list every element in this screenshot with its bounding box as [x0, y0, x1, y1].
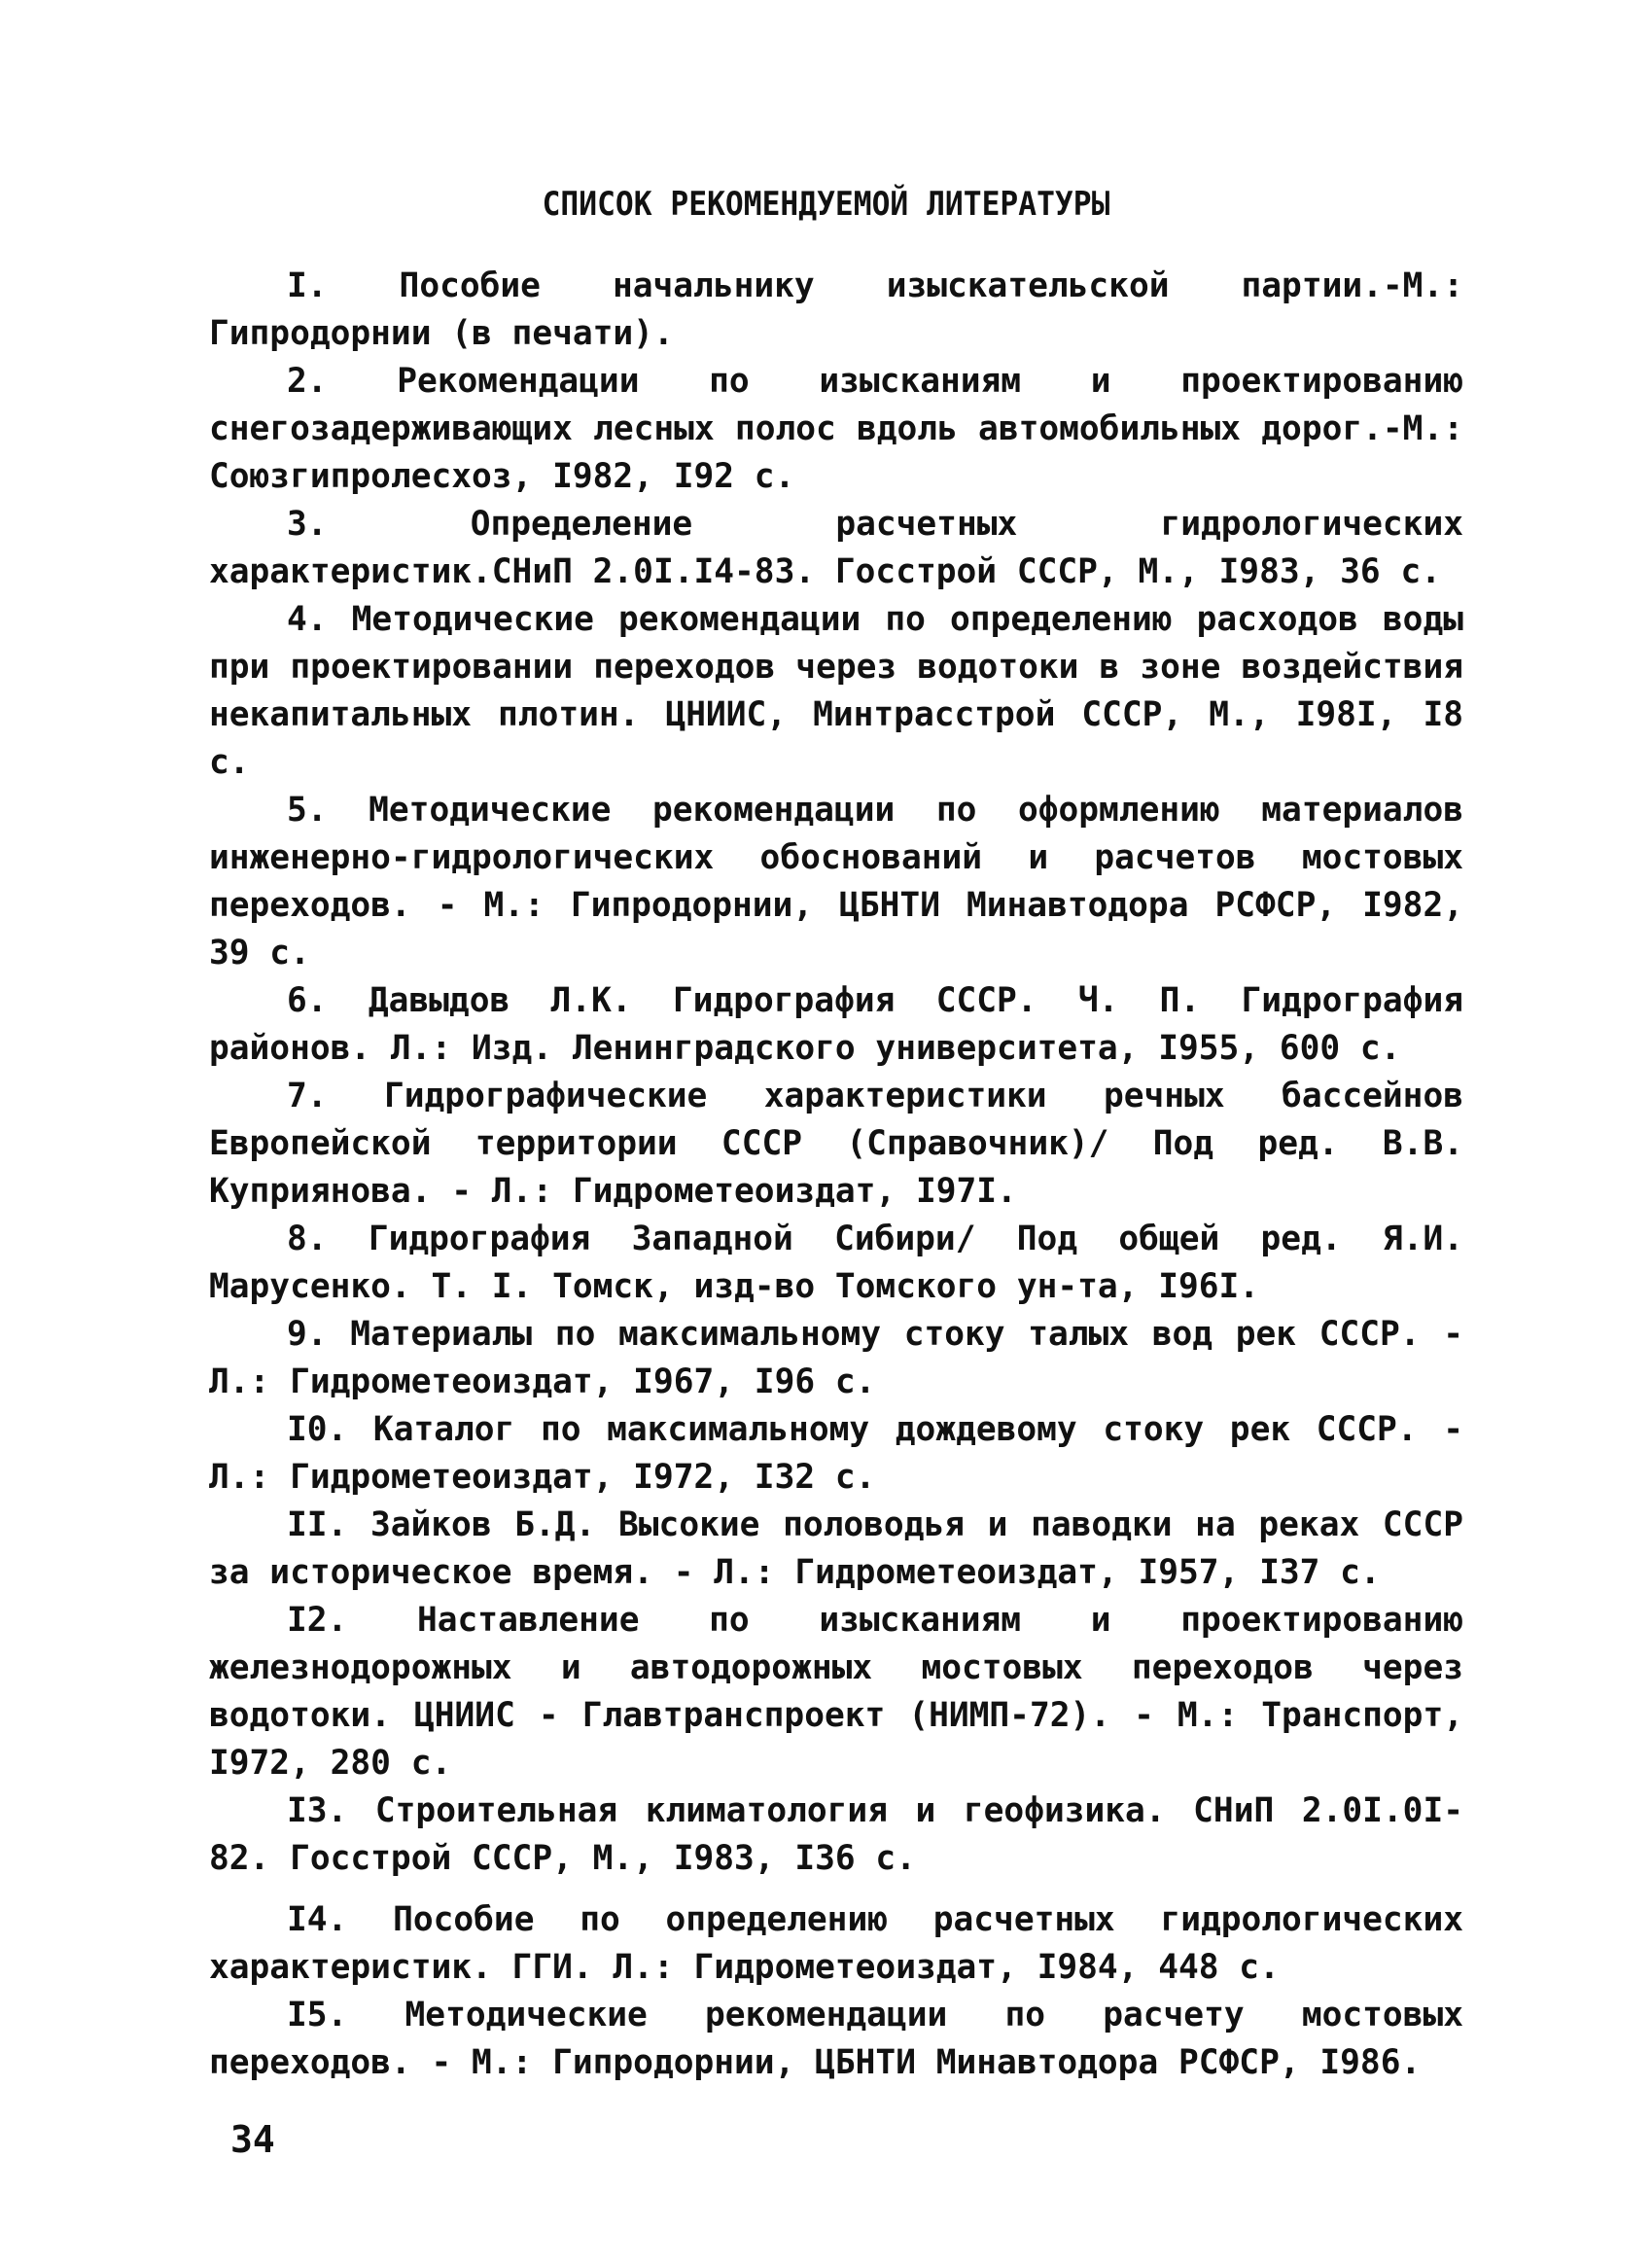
reference-item: 4. Методические рекомендации по определению расходов воды при проектировании переходов через водотоки в зоне воздействия некапитальных плотин. ЦНИИС, Минтрасстрой СССР, М., I98I, I8 с.: [209, 600, 1463, 782]
reference-item: 6. Давыдов Л.К. Гидрография СССР. Ч. П. Гидрография районов. Л.: Изд. Ленинградского университета, I955, 600 с.: [209, 981, 1463, 1068]
reference-item: II. Зайков Б.Д. Высокие половодья и паводки на реках СССР за историческое время. - Л.: Гидрометеоиздат, I957, I37 с.: [209, 1505, 1463, 1592]
reference-item: 8. Гидрография Западной Сибири/ Под общей ред. Я.И. Марусенко. Т. I. Томск, изд-во Томского ун-та, I96I.: [209, 1220, 1463, 1306]
reference-item: I3. Строительная климатология и геофизика. СНиП 2.0I.0I-82. Госстрой СССР, М., I983, I36 с.: [209, 1791, 1463, 1878]
page-number: 34: [230, 2118, 275, 2161]
reference-item: 2. Рекомендации по изысканиям и проектированию снегозадерживающих лесных полос вдоль автомобильных дорог.-М.: Союзгипролесхоз, I982, I92 с.: [209, 362, 1463, 496]
reference-item: I5. Методические рекомендации по расчету мостовых переходов. - М.: Гипродорнии, ЦБНТИ Минавтодора РСФСР, I986.: [209, 1996, 1463, 2082]
reference-item: 3. Определение расчетных гидрологических характеристик.СНиП 2.0I.I4-83. Госстрой СССР, М., I983, 36 с.: [209, 505, 1463, 591]
reference-item: I. Пособие начальнику изыскательской партии.-М.: Гипродорнии (в печати).: [209, 266, 1463, 353]
reference-item: I0. Каталог по максимальному дождевому стоку рек СССР. - Л.: Гидрометеоиздат, I972, I32 с.: [209, 1410, 1463, 1497]
reference-list: [209, 263, 1463, 2087]
page-title: СПИСОК РЕКОМЕНДУЕМОЙ ЛИТЕРАТУРЫ: [542, 185, 1110, 224]
reference-item: 7. Гидрографические характеристики речных бассейнов Европейской территории СССР (Справочник)/ Под ред. В.В. Куприянова. - Л.: Гидрометеоиздат, I97I.: [209, 1077, 1463, 1211]
reference-item: I2. Наставление по изысканиям и проектированию железнодорожных и автодорожных мостовых переходов через водотоки. ЦНИИС - Главтранспроект (НИМП-72). - М.: Транспорт, I972, 280 с.: [209, 1601, 1463, 1783]
reference-item: 9. Материалы по максимальному стоку талых вод рек СССР. - Л.: Гидрометеоиздат, I967, I96 с.: [209, 1315, 1463, 1401]
reference-item: 5. Методические рекомендации по оформлению материалов инженерно-гидрологических обоснований и расчетов мостовых переходов. - М.: Гипродорнии, ЦБНТИ Минавтодора РСФСР, I982, 39 с.: [209, 791, 1463, 973]
reference-item: I4. Пособие по определению расчетных гидрологических характеристик. ГГИ. Л.: Гидрометеоиздат, I984, 448 с.: [209, 1900, 1463, 1987]
